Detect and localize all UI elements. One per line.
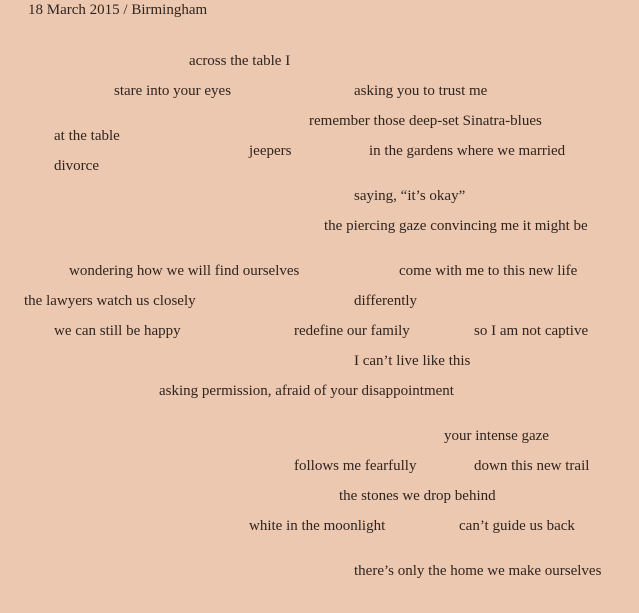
poem-line: asking permission, afraid of your disappointment	[159, 383, 454, 399]
poem-line: across the table I	[189, 53, 291, 69]
poem-line: the piercing gaze convincing me it might be	[324, 218, 588, 234]
poem-line: come with me to this new life	[399, 263, 578, 279]
poem-line: jeepers	[249, 143, 292, 159]
poem-header-date-place: 18 March 2015 / Birmingham	[28, 2, 208, 18]
poem-line: differently	[354, 293, 418, 309]
poem-line: can’t guide us back	[459, 518, 575, 534]
poem-line: divorce	[54, 158, 99, 174]
poem-line: the lawyers watch us closely	[24, 293, 196, 309]
poem-line: your intense gaze	[444, 428, 549, 444]
poem-line: down this new trail	[474, 458, 590, 474]
poem-line: redefine our family	[294, 323, 410, 339]
poem-line: there’s only the home we make ourselves	[354, 563, 602, 579]
poem-line: in the gardens where we married	[369, 143, 566, 159]
poem-line: asking you to trust me	[354, 83, 488, 99]
poem-line: saying, “it’s okay”	[354, 188, 466, 204]
poem-line: follows me fearfully	[294, 458, 417, 474]
poem-line: we can still be happy	[54, 323, 181, 339]
poem-line: wondering how we will find ourselves	[69, 263, 300, 279]
poem-line: remember those deep-set Sinatra-blues	[309, 113, 542, 129]
poem-line: so I am not captive	[474, 323, 589, 339]
poem-line: at the table	[54, 128, 120, 144]
poem-line: white in the moonlight	[249, 518, 386, 534]
poem-line: I can’t live like this	[354, 353, 471, 369]
poem-line: the stones we drop behind	[339, 488, 496, 504]
poem-line: stare into your eyes	[114, 83, 232, 99]
